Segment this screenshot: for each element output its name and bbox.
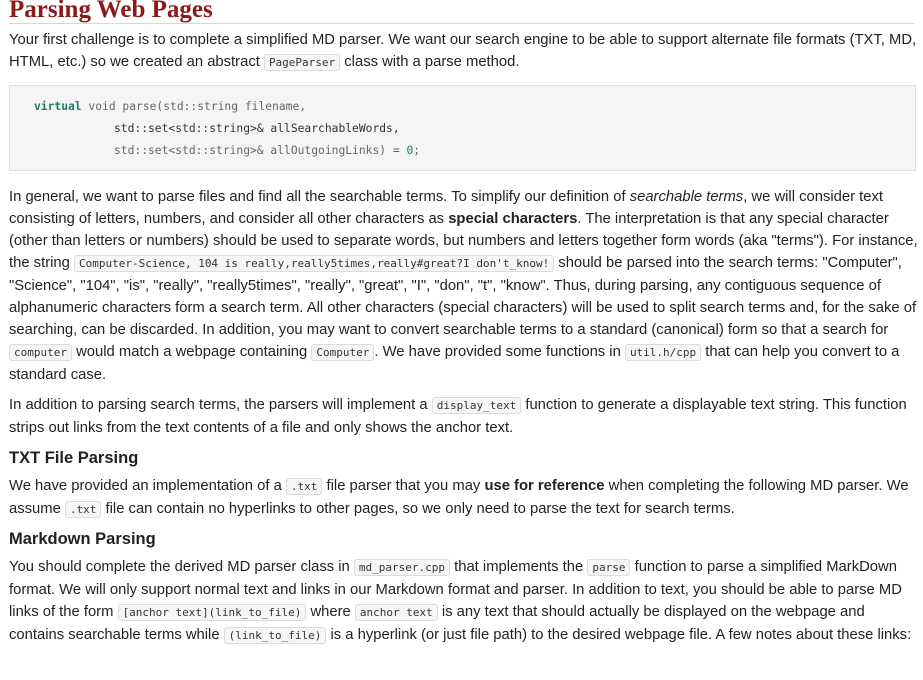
para1-emphasis: searchable terms xyxy=(629,189,744,205)
para4-text-1: You should complete the derived MD parser class in xyxy=(9,559,354,575)
para1-text-4: should be parsed into the search terms: "Computer", "Science", "104", "is", "really", "really5times", "really", "great", "I", "don", "t", "know". Thus, during parsing, any contiguous sequence of alphanumeric characters form a search term. All other characters (special characters) will be used to split search terms and, for the sake of searching, can be discarded. In addition, you may want to convert searchable terms to a standard (canonical) form so that a search for xyxy=(9,255,917,338)
code-line-2: std::set<std::string>& allSearchableWords, xyxy=(114,122,400,135)
inline-code-md-parser: md_parser.cpp xyxy=(354,559,450,576)
para4-text-5: is any text that should actually be displayed on the webpage and contains searchable terms while xyxy=(9,604,865,643)
para3-strong: use for reference xyxy=(484,478,605,494)
inline-code-txt-2: .txt xyxy=(65,501,102,518)
para3-text-3: when completing the following MD parser. We assume xyxy=(9,478,909,517)
para2-text-2: function to generate a displayable text string. This function strips out links from the text contents of a file and only shows the anchor text. xyxy=(9,397,907,436)
inline-code-md-link-form: [anchor text](link_to_file) xyxy=(118,604,307,621)
para1-text-7: that can help you convert to a standard case. xyxy=(9,344,900,383)
markdown-paragraph xyxy=(9,556,919,647)
title-divider xyxy=(9,23,914,24)
para1-text-2: , we will consider text consisting of letters, numbers, and consider all other characters as xyxy=(9,189,884,227)
heading-markdown-parsing: Markdown Parsing xyxy=(9,530,156,548)
inline-code-txt-1: .txt xyxy=(286,478,323,495)
intro-text-1: Your first challenge is to complete a simplified MD parser. We want our search engine to be able to support alternate file formats (TXT, MD, HTML, etc.) so we created an abstract xyxy=(9,32,917,70)
code-number-zero: 0 xyxy=(406,144,414,157)
page-title: Parsing Web Pages xyxy=(9,0,213,23)
para4-text-3: function to parse a simplified MarkDown format. We will only support normal text and links in our Markdown format and parser. In addition to text, you should be able to parse MD links of the form xyxy=(9,559,902,620)
inline-code-computer-upper: Computer xyxy=(311,344,374,361)
inline-code-pageparser: PageParser xyxy=(264,54,340,71)
inline-code-example-string: Computer-Science, 104 is really,really5times,really#great?I don't_know! xyxy=(74,255,554,272)
para3-text-1: We have provided an implementation of a xyxy=(9,478,286,494)
inline-code-anchor-text: anchor text xyxy=(355,604,438,621)
inline-code-link-to-file: (link_to_file) xyxy=(224,627,327,644)
code-block xyxy=(9,85,916,171)
searchable-terms-paragraph xyxy=(9,186,919,386)
inline-code-display-text: display_text xyxy=(432,397,521,414)
txt-parsing-paragraph xyxy=(9,475,919,521)
para1-text-6: . We have provided some functions in xyxy=(374,344,625,360)
display-text-paragraph xyxy=(9,394,919,439)
code-line-3-pre: std::set<std::string>& allOutgoingLinks) = xyxy=(114,144,407,157)
intro-text-2: class with a parse method. xyxy=(340,54,520,70)
para3-text-2: file parser that you may xyxy=(322,478,485,494)
code-line-3-end: ; xyxy=(413,144,421,157)
para1-text-3: . The interpretation is that any special character (other than letters or numbers) should be used to separate words, but numbers and letters together form words (aka "terms"). For instance, the string xyxy=(9,211,918,271)
code-keyword-virtual: virtual xyxy=(34,100,82,113)
heading-txt-parsing: TXT File Parsing xyxy=(9,449,139,467)
code-line-1 xyxy=(34,99,306,115)
para1-text-1: In general, we want to parse files and find all the searchable terms. To simplify our definition of xyxy=(9,189,630,205)
inline-code-util: util.h/cpp xyxy=(625,344,701,361)
para4-text-6: is a hyperlink (or just file path) to the desired webpage file. A few notes about these links: xyxy=(326,627,912,643)
para4-text-4: where xyxy=(306,604,355,620)
intro-paragraph xyxy=(9,29,919,74)
para4-text-2: that implements the xyxy=(450,559,588,575)
para3-text-4: file can contain no hyperlinks to other pages, so we only need to parse the text for search terms. xyxy=(101,501,735,517)
para2-text-1: In addition to parsing search terms, the parsers will implement a xyxy=(9,397,432,413)
code-line-3 xyxy=(114,143,420,159)
para1-strong: special characters xyxy=(448,211,578,227)
code-line-1-rest: void parse(std::string filename, xyxy=(81,100,307,113)
para1-text-5: would match a webpage containing xyxy=(71,344,312,360)
inline-code-parse: parse xyxy=(587,559,630,576)
inline-code-computer-lower: computer xyxy=(9,344,72,361)
